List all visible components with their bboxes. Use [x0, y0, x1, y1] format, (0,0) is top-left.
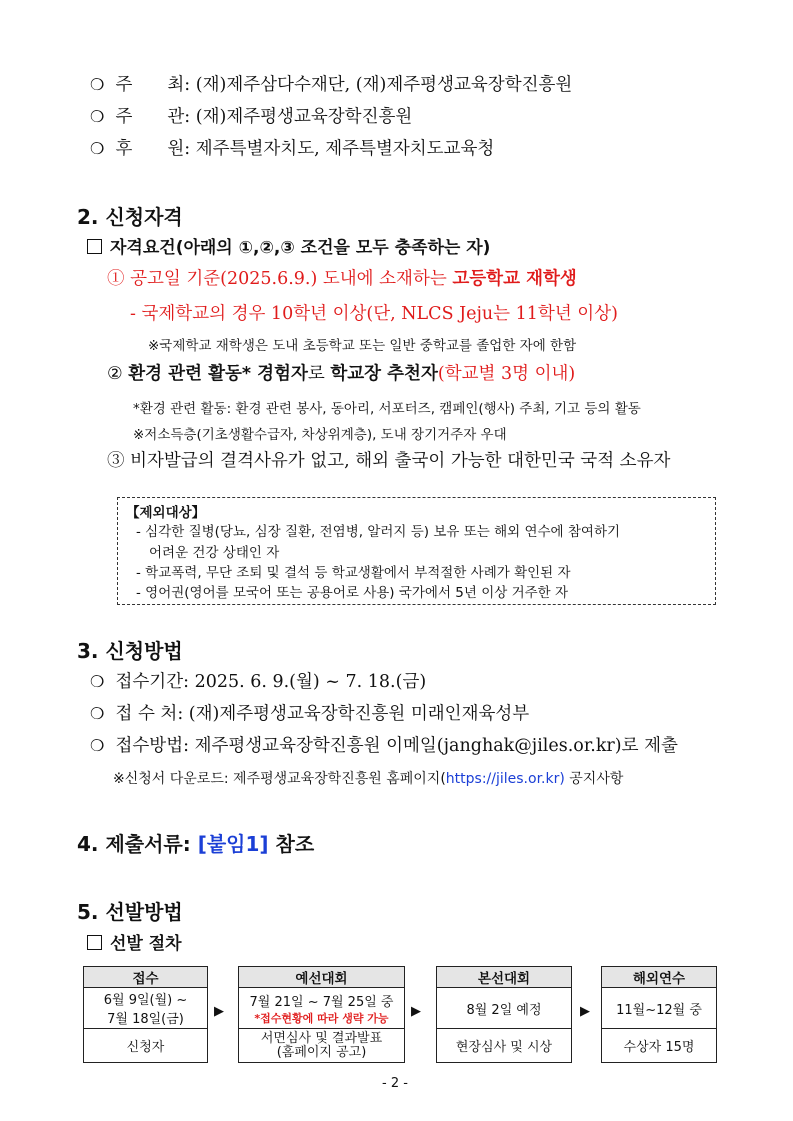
- condition-3: [107, 449, 670, 473]
- homepage-link[interactable]: https://jiles.or.kr): [445, 771, 565, 787]
- condition-1: [107, 267, 577, 291]
- step-note: *접수현황에 따라 생략 가능: [254, 1011, 389, 1025]
- download-note-text: 공지사항: [564, 771, 624, 787]
- condition-number: ②: [107, 364, 123, 384]
- step-date: [84, 988, 207, 1029]
- checkbox-square-icon: [87, 935, 102, 950]
- condition-text: 로: [307, 364, 325, 384]
- arrow-right-icon: ▶: [214, 1004, 224, 1019]
- exclusion-item-1: - 심각한 질병(당뇨, 심장 질환, 전염병, 알러지 등) 보유 또는 해외 연수에 참여하기: [136, 524, 621, 540]
- section-2-title: 2. 신청자격: [77, 205, 183, 229]
- requirement-title: 자격요건(아래의 ①,②,③ 조건을 모두 충족하는 자): [110, 238, 491, 258]
- step-box-2: [238, 966, 405, 1063]
- section-4-title-text: 4. 제출서류:: [77, 832, 198, 856]
- condition-2-note-2: ※저소득층(기초생활수급자, 차상위계층), 도내 장기거주자 우대: [133, 427, 507, 443]
- exclusion-box: [117, 497, 716, 605]
- section-3-title: 3. 신청방법: [77, 639, 183, 663]
- exclusion-item-1-cont: 어려운 건강 상태인 자: [149, 545, 280, 561]
- condition-1-note: ※국제학교 재학생은 도내 초등학교 또는 일반 중학교를 졸업한 자에 한함: [148, 338, 577, 354]
- host-value: 제주특별자치도, 제주특별자치도교육청: [195, 139, 495, 159]
- exclusion-title: 【제외대상】: [126, 505, 206, 521]
- host-label: 주 관:: [115, 107, 191, 127]
- host-value: (재)제주삼다수재단, (재)제주평생교육장학진흥원: [195, 75, 573, 95]
- step-detail-line: 서면심사 및 결과발표: [260, 1030, 383, 1046]
- apply-period: [90, 670, 426, 694]
- condition-text: 비자발급의 결격사유가 없고, 해외 출국이 가능한 대한민국 국적 소유자: [130, 451, 671, 471]
- step-date-line: 7월 18일(금): [107, 1012, 184, 1027]
- step-box-3: [436, 966, 572, 1063]
- host-row-3: [90, 137, 494, 161]
- host-label: 주 최:: [115, 75, 191, 95]
- host-value: (재)제주평생교육장학진흥원: [195, 107, 413, 127]
- step-date: [239, 988, 404, 1029]
- section-4-title: [77, 828, 314, 857]
- step-box-1: [83, 966, 208, 1063]
- circle-bullet-icon: ❍: [90, 672, 105, 691]
- apply-period-text: 접수기간: 2025. 6. 9.(월) ~ 7. 18.(금): [115, 672, 427, 692]
- condition-text: 환경 관련 활동* 경험자: [128, 364, 308, 384]
- circle-bullet-icon: ❍: [90, 75, 105, 94]
- condition-highlight: 고등학교 재학생: [452, 269, 577, 289]
- step-date: 8월 2일 예정: [437, 988, 571, 1029]
- arrow-right-icon: ▶: [411, 1004, 421, 1019]
- step-head: 접수: [84, 967, 207, 988]
- selection-procedure-heading: [87, 929, 182, 954]
- download-note-text: ※신청서 다운로드: 제주평생교육장학진흥원 홈페이지(: [113, 771, 446, 787]
- step-detail: [239, 1029, 404, 1062]
- page-number: - 2 -: [382, 1076, 408, 1091]
- condition-text: 공고일 기준(2025.6.9.) 도내에 소재하는: [130, 269, 447, 289]
- condition-2: [107, 362, 575, 386]
- download-note: [113, 768, 623, 788]
- requirement-heading: [87, 233, 490, 258]
- step-detail: 현장심사 및 시상: [455, 1040, 553, 1055]
- step-detail: 수상자 15명: [623, 1040, 695, 1055]
- circle-bullet-icon: ❍: [90, 139, 105, 158]
- apply-method: [90, 734, 678, 758]
- step-date-line: 7월 21일 ~ 7월 25일 중: [249, 994, 394, 1010]
- step-date-line: 6월 9일(월) ~: [103, 993, 188, 1008]
- step-date: 11월~12월 중: [602, 988, 716, 1029]
- step-detail-line: (홈페이지 공고): [276, 1044, 367, 1060]
- step-box-4: [601, 966, 717, 1063]
- condition-1-sub: - 국제학교의 경우 10학년 이상(단, NLCS Jeju는 11학년 이상): [130, 304, 618, 324]
- step-head: 해외연수: [602, 967, 716, 988]
- apply-method-text: 접수방법: 제주평생교육장학진흥원 이메일(janghak@jiles.or.kr)로 제출: [115, 736, 678, 756]
- step-head: 본선대회: [437, 967, 571, 988]
- circle-bullet-icon: ❍: [90, 107, 105, 126]
- step-head: 예선대회: [239, 967, 404, 988]
- condition-highlight: (학교별 3명 이내): [437, 364, 576, 384]
- section-5-title: 5. 선발방법: [77, 900, 183, 924]
- checkbox-square-icon: [87, 239, 102, 254]
- step-detail: 신청자: [126, 1040, 165, 1055]
- condition-number: ①: [107, 269, 125, 289]
- host-row-1: [90, 73, 572, 97]
- selection-procedure-title: 선발 절차: [110, 934, 182, 954]
- condition-text: 학교장 추천자: [330, 364, 438, 384]
- apply-office-text: 접 수 처: (재)제주평생교육장학진흥원 미래인재육성부: [115, 704, 530, 724]
- circle-bullet-icon: ❍: [90, 736, 105, 755]
- apply-office: [90, 702, 529, 726]
- host-label: 후 원:: [115, 139, 191, 159]
- condition-2-note-1: *환경 관련 활동: 환경 관련 봉사, 동아리, 서포터즈, 캠페인(행사) 주최, 기고 등의 활동: [133, 401, 641, 417]
- condition-number: ③: [107, 451, 125, 471]
- circle-bullet-icon: ❍: [90, 704, 105, 723]
- exclusion-item-2: - 학교폭력, 무단 조퇴 및 결석 등 학교생활에서 부적절한 사례가 확인된 자: [136, 565, 571, 581]
- arrow-right-icon: ▶: [580, 1004, 590, 1019]
- section-4-title-text: 참조: [268, 832, 315, 856]
- exclusion-item-3: - 영어권(영어를 모국어 또는 공용어로 사용) 국가에서 5년 이상 거주한 자: [136, 585, 569, 601]
- attachment-reference: [붙임1]: [197, 832, 269, 856]
- host-row-2: [90, 105, 412, 129]
